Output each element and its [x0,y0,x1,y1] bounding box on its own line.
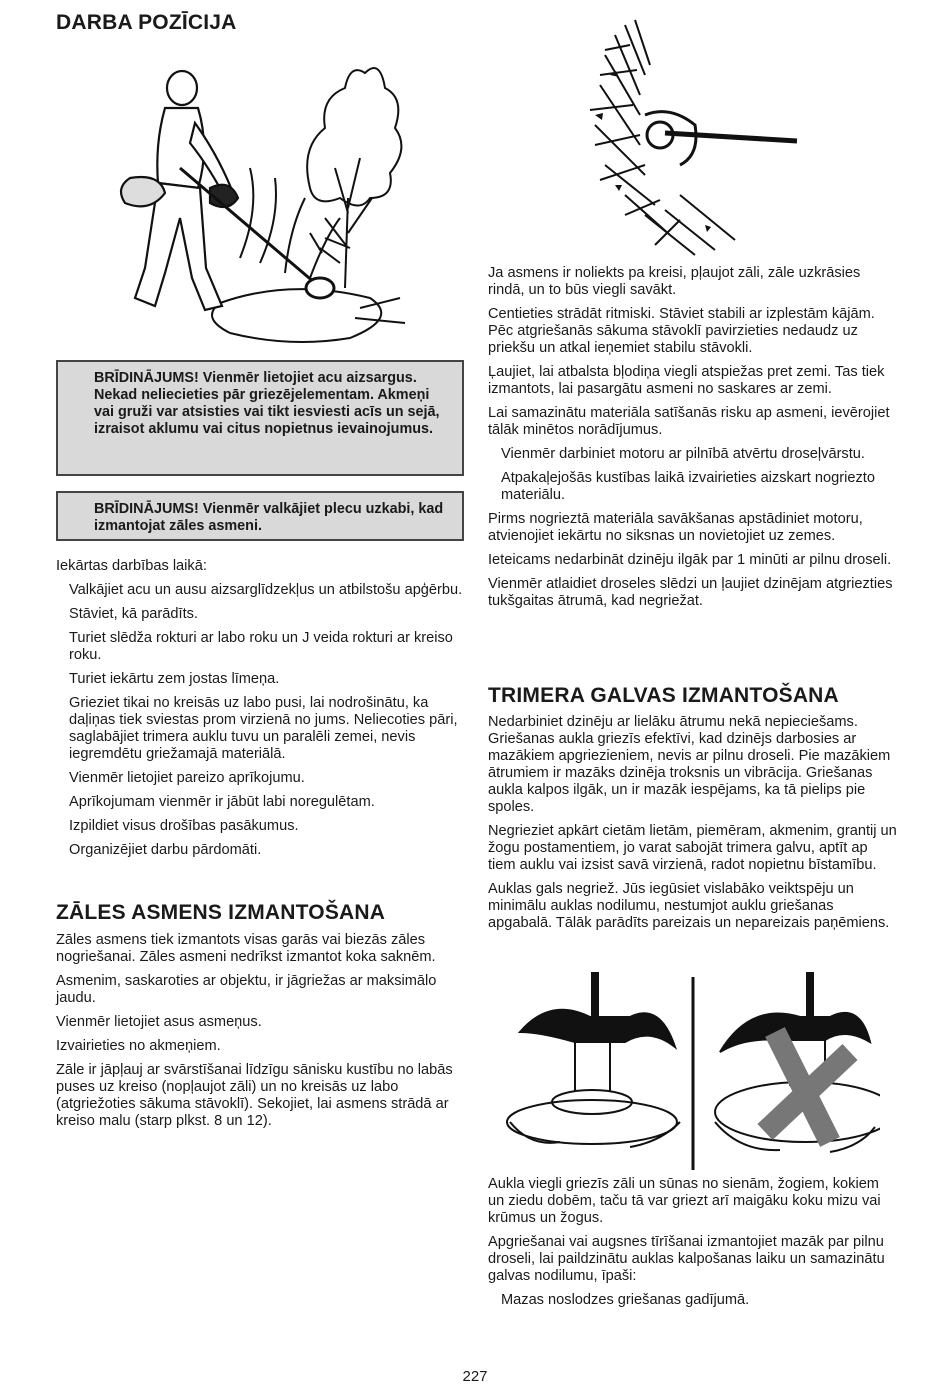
list-item: Valkājiet acu un ausu aizsarglīdzekļus un atbilstošu apģērbu. [69,582,463,598]
paragraph: Ļaujiet, lai atbalsta bļodiņa viegli atspiežas pret zemi. Tas tiek izmantots, lai pasargātu asmeni no saskares ar zemi. [488,364,885,397]
paragraph: Vienmēr lietojiet asus asmeņus. [56,1014,262,1030]
page-number: 227 [462,1368,488,1385]
list-item: Aprīkojumam vienmēr ir jābūt labi noregulētam. [69,794,375,810]
list-item: Turiet slēdža rokturi ar labo roku un J veida rokturi ar kreiso roku. [69,630,453,663]
list-item: Stāviet, kā parādīts. [69,606,198,622]
paragraph: Lai samazinātu materiāla satīšanās risku ap asmeni, ievērojiet tālāk minētos norādījumus. [488,405,890,438]
heading-work-position: DARBA POZĪCIJA [56,11,237,34]
paragraph: Ieteicams nedarbināt dzinēju ilgāk par 1 minūti ar pilnu droseli. [488,552,892,568]
paragraph: Ja asmens ir noliekts pa kreisi, pļaujot zāli, zāle uzkrāsies rindā, un to būs viegli savākt. [488,265,861,298]
trimmer-usage-section [488,1176,898,1316]
operation-section [56,558,466,866]
warning-shoulder-harness: BRĪDINĀJUMS! Vienmēr valkājiet plecu uzkabi, kad izmantojat zāles asmeni. [56,491,464,541]
list-item: Vienmēr darbiniet motoru ar pilnībā atvērtu droseļvārstu. [501,446,865,462]
paragraph: Auklas gals negriež. Jūs iegūsiet vislabāko veiktspēju un minimālu auklas nodilumu, nestumjot auklu griešanas apgabalā. Tālāk parādīts pareizais un nepareizais paņēmiens. [488,881,890,931]
paragraph: Pirms nogrieztā materiāla savākšanas apstādiniet motoru, atvienojiet iekārtu no siksnas un novietojiet uz zemes. [488,511,863,544]
heading-trimmer-head: TRIMERA GALVAS IZMANTOŠANA [488,684,839,707]
list-item: Vienmēr lietojiet pareizo aprīkojumu. [69,770,305,786]
operation-intro: Iekārtas darbības laikā: [56,558,207,574]
illustration-correct-incorrect-technique [500,972,880,1172]
list-item: Grieziet tikai no kreisās uz labo pusi, lai nodrošinātu, ka daļiņas tiek sviestas prom virzienā no jums. Neliecoties pāri, saglabājiet trimera auklu tuvu un paralēli zemei, nevis iegremdētu griežamajā materiālā. [69,695,458,762]
paragraph: Asmenim, saskaroties ar objektu, ir jāgriežas ar maksimālo jaudu. [56,973,437,1006]
paragraph: Zāles asmens tiek izmantots visas garās vai biezās zāles nogriešanai. Zāles asmeni nedrīkst izmantot koka saknēm. [56,932,436,965]
illustration-blade-cutting [585,15,800,260]
illustration-operator-trimming [110,48,410,353]
warning-eye-protection: BRĪDINĀJUMS! Vienmēr lietojiet acu aizsargus. Nekad neliecieties pār griezējelementam. Akmeņi vai gruži var atsisties vai tikt iesviesti acīs un sejā, izraisot aklumu vai citus nopietnus ievainojumus. [56,360,464,476]
paragraph: Vienmēr atlaidiet droseles slēdzi un ļaujiet dzinējam atgriezties tukšgaitas ātrumā, kad negriežat. [488,576,893,609]
list-item: Turiet iekārtu zem jostas līmeņa. [69,671,280,687]
paragraph: Zāle ir jāpļauj ar svārstīšanai līdzīgu sānisku kustību no labās puses uz kreiso (nopļaujot zāli) un no kreisās uz labo (atgriežoties sākuma stāvoklī). Sekojiet, lai asmens strādā ar kreiso malu (starp plkst. 8 un 12). [56,1062,453,1129]
paragraph: Negrieziet apkārt cietām lietām, piemēram, akmenim, grantij un žogu postamentiem, jo varat sabojāt trimera galvu, aptīt ap tiem auklu vai izsist savā virzienā, radot nopietnu bīstamību. [488,823,897,873]
list-item: Atpakaļejošās kustības laikā izvairieties aizskart nogriezto materiālu. [501,470,875,503]
paragraph: Centieties strādāt ritmiski. Stāviet stabili ar izplestām kājām. Pēc atgriešanās sākuma stāvoklī pavirzieties nedaudz uz priekšu un atkal ieņemiet stabilu stāvokli. [488,306,875,356]
blade-section [56,932,466,1137]
blade-technique-section [488,265,898,617]
heading-grass-blade: ZĀLES ASMENS IZMANTOŠANA [56,901,386,924]
list-item: Organizējiet darbu pārdomāti. [69,842,262,858]
list-item: Mazas noslodzes griešanas gadījumā. [501,1292,750,1308]
paragraph: Apgriešanai vai augsnes tīrīšanai izmantojiet mazāk par pilnu droseli, lai paildzinātu auklas kalpošanas laiku un samazinātu galvas nodilumu, īpaši: [488,1234,885,1284]
paragraph: Aukla viegli griezīs zāli un sūnas no sienām, žogiem, kokiem un ziedu dobēm, taču tā var griezt arī maigāku koku mizu vai krūmus un žogus. [488,1176,881,1226]
paragraph: Nedarbiniet dzinēju ar lielāku ātrumu nekā nepieciešams. Griešanas aukla griezīs efektīvi, kad dzinējs darbosies ar mazākiem apgriezieniem, nevis ar pilnu droseli. Pie mazākiem ātrumiem ir mazāks dzinēja troksnis un vibrācija. Griešanas aukla kalpos ilgāk, un ir mazāk iespējams, ka tā pielips pie spoles. [488,714,891,815]
paragraph: Izvairieties no akmeņiem. [56,1038,221,1054]
trimmer-section [488,714,898,939]
list-item: Izpildiet visus drošības pasākumus. [69,818,299,834]
